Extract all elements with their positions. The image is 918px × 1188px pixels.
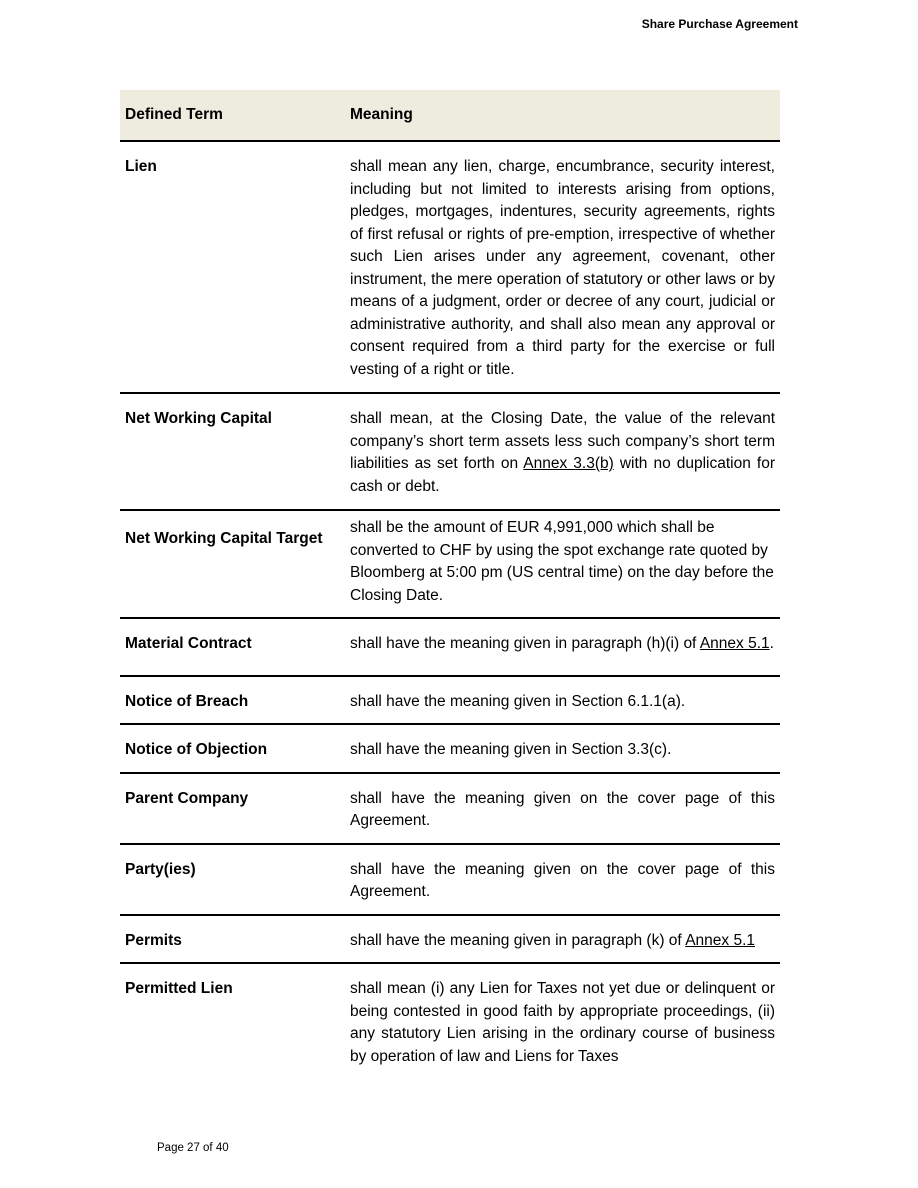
term-meaning: shall have the meaning given on the cover page of this Agreement. <box>345 773 780 844</box>
table-row <box>120 676 780 725</box>
term-meaning: shall mean any lien, charge, encumbrance, security interest, including but not limited to interests arising from options, pledges, mortgages, indentures, security agreements, rights of first refusal or rights of pre-emption, irrespective of whether such Lien arises under any agreement, covenant, other instrument, the mere operation of statutory or other laws or by means of a judgment, order or decree of any court, judicial or administrative authority, and shall also mean any approval or consent required from a third party for the exercise or full vesting of a right or title. <box>345 141 780 393</box>
table-header-row <box>120 90 780 141</box>
table-header <box>120 90 780 141</box>
document-header-title: Share Purchase Agreement <box>641 17 798 31</box>
table-row <box>120 844 780 915</box>
defined-term: Net Working Capital <box>120 393 345 510</box>
defined-term: Permitted Lien <box>125 980 233 997</box>
table-row <box>120 773 780 844</box>
table-row <box>120 141 780 393</box>
table-row <box>120 510 780 618</box>
defined-term: Lien <box>120 141 345 393</box>
meaning-text: shall have the meaning given in paragraph (h)(i) of <box>350 635 700 652</box>
page-number: Page 27 of 40 <box>157 1142 229 1154</box>
defined-term: Permits <box>120 915 345 964</box>
annex-reference-link[interactable]: Annex 5.1 <box>699 635 770 652</box>
term-meaning <box>345 618 780 676</box>
column-header-defined-term: Defined Term <box>120 90 345 141</box>
meaning-text: . <box>769 635 774 652</box>
term-meaning: shall have the meaning given in Section 6.1.1(a). <box>345 676 780 725</box>
table-body <box>120 141 780 1078</box>
meaning-text: shall have the meaning given in paragraph (k) of <box>350 931 686 949</box>
defined-term: Notice of Objection <box>120 724 345 773</box>
annex-reference-link[interactable]: Annex 3.3(b) <box>523 455 614 472</box>
column-header-meaning: Meaning <box>345 90 780 141</box>
table-row <box>120 915 780 964</box>
term-meaning: shall mean (i) any Lien for Taxes not yet due or delinquent or being contested in good faith by appropriate proceedings, (ii) any statutory Lien arising in the ordinary course of business by operation of law and Liens for Taxes <box>350 980 775 1065</box>
table-row <box>120 618 780 676</box>
meaning-text: shall mean, at the Closing Date, the value of the relevant company’s short term assets less such company’s short term liabilities as set forth on <box>350 410 775 472</box>
table-row <box>120 724 780 773</box>
term-meaning <box>345 915 780 964</box>
defined-term: Parent Company <box>120 773 345 844</box>
defined-term: Notice of Breach <box>120 676 345 725</box>
defined-term: Net Working Capital Target <box>120 510 345 618</box>
term-meaning <box>345 393 780 510</box>
definitions-table-container <box>120 90 780 1078</box>
definitions-table <box>120 90 780 1078</box>
term-meaning: shall have the meaning given on the cover page of this Agreement. <box>345 844 780 915</box>
defined-term: Party(ies) <box>120 844 345 915</box>
table-row <box>120 963 780 1078</box>
annex-reference-link[interactable]: Annex 5.1 <box>685 931 755 949</box>
term-meaning: shall be the amount of EUR 4,991,000 which shall be converted to CHF by using the spot exchange rate quoted by Bloomberg at 5:00 pm (US central time) on the day before the Closing Date. <box>345 510 780 618</box>
table-row <box>120 393 780 510</box>
meaning-text: with no duplication for cash or debt. <box>350 455 776 495</box>
defined-term: Material Contract <box>120 618 345 676</box>
term-meaning: shall have the meaning given in Section 3.3(c). <box>345 724 780 773</box>
